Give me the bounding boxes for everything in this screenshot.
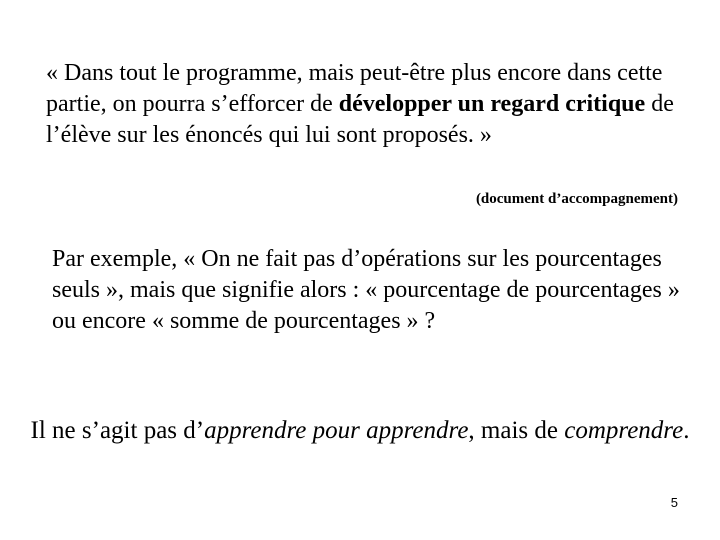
quote-paragraph	[46, 58, 696, 151]
conclusion-text-middle: , mais de	[468, 417, 565, 444]
conclusion-italic-phrase: apprendre pour apprendre	[204, 417, 469, 444]
quote-bold-phrase: développer un regard critique	[338, 91, 646, 117]
conclusion-text-start: Il ne s’agit pas d’	[30, 417, 205, 444]
quote-text-end: de l’élève sur les énoncés qui lui sont proposés. »	[46, 91, 674, 148]
page-number: 5	[670, 495, 678, 510]
example-paragraph: Par exemple, « On ne fait pas d’opérations sur les pourcentages seuls », mais que signifie alors : « pourcentage de pourcentages » ou encore « somme de pourcentages » ?	[52, 246, 680, 334]
conclusion-paragraph	[20, 415, 700, 446]
quote-text-start: « Dans tout le programme, mais peut-être plus encore dans cette partie, on pourra s’efforcer de	[46, 60, 663, 117]
quote-source: (document d’accompagnement)	[475, 191, 678, 207]
conclusion-text-end: .	[683, 417, 690, 444]
conclusion-italic-word: comprendre	[564, 417, 684, 444]
